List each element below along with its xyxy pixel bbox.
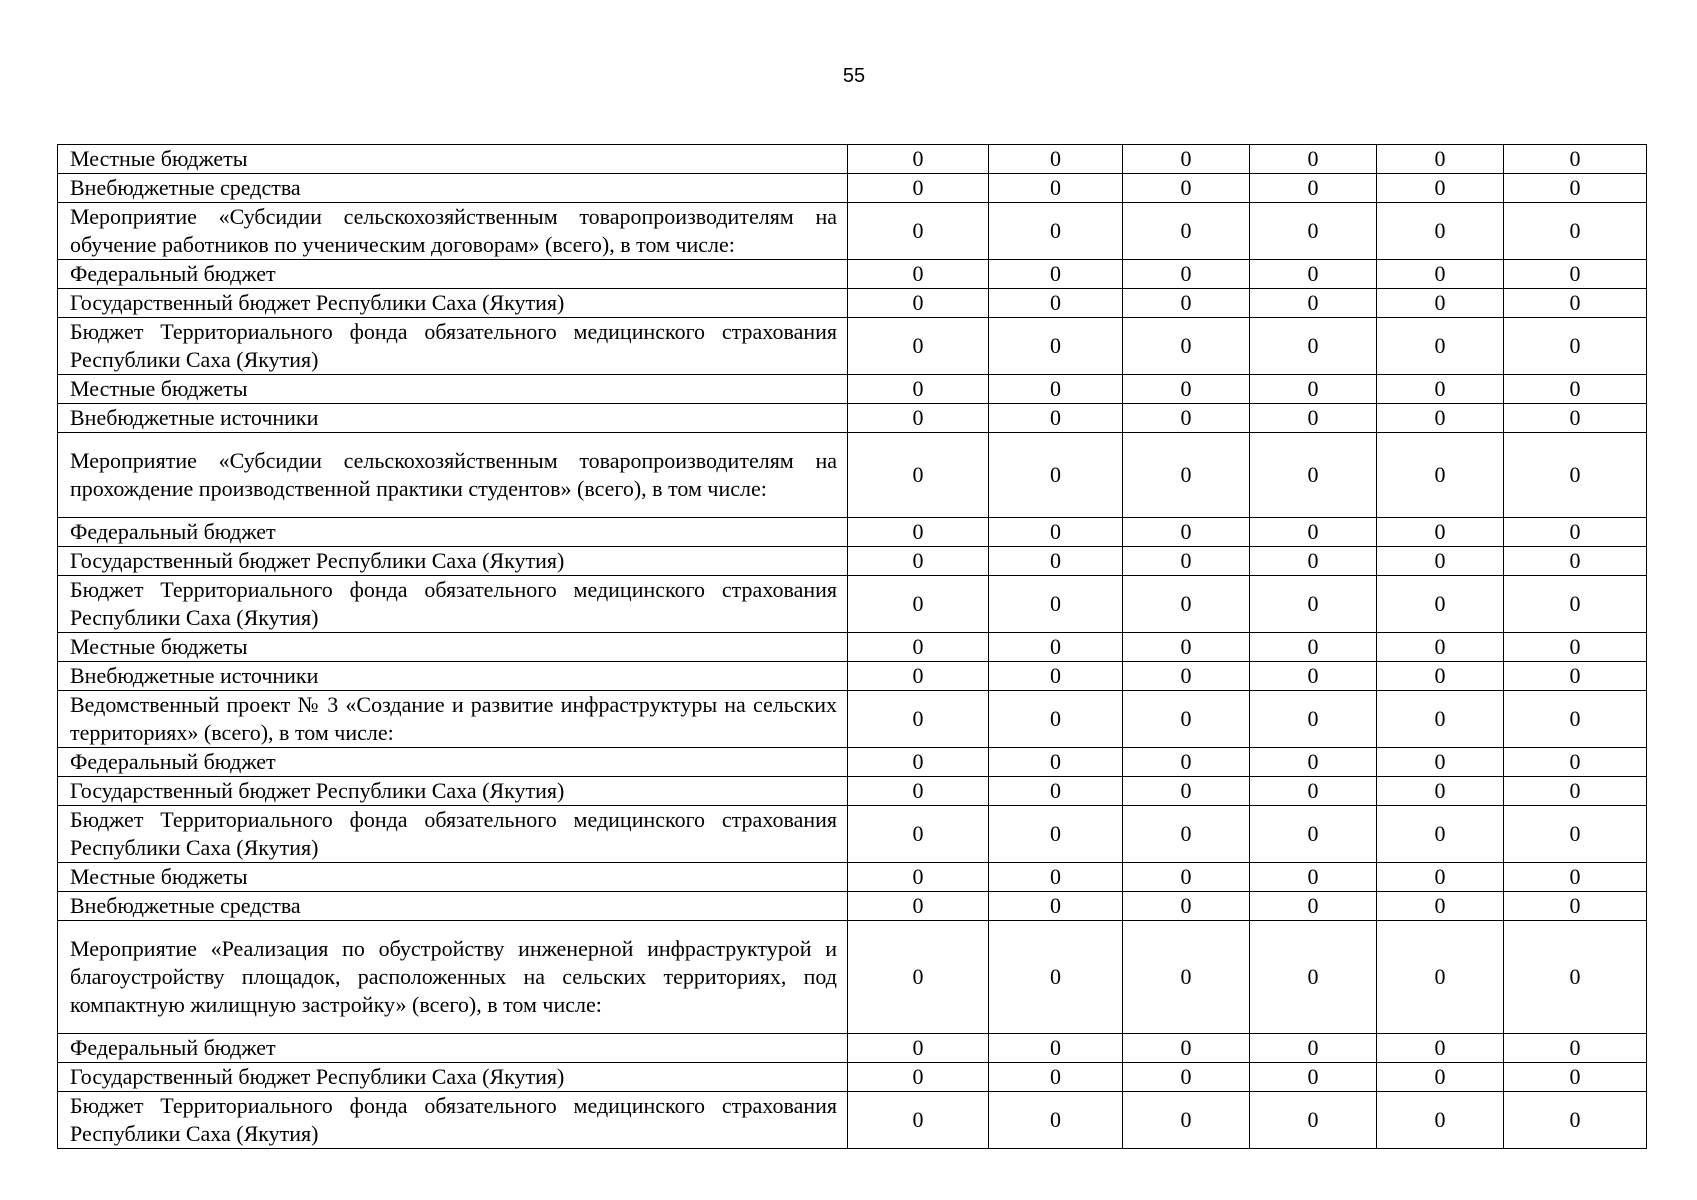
- row-value-5: 0: [1377, 576, 1504, 633]
- row-value-2: 0: [989, 318, 1123, 375]
- row-value-5: 0: [1377, 633, 1504, 662]
- row-value-1: 0: [848, 318, 989, 375]
- row-value-2: 0: [989, 806, 1123, 863]
- row-value-6: 0: [1504, 576, 1647, 633]
- row-value-5: 0: [1377, 662, 1504, 691]
- row-value-3: 0: [1123, 404, 1250, 433]
- row-value-4: 0: [1250, 662, 1377, 691]
- row-value-3: 0: [1123, 633, 1250, 662]
- row-value-1: 0: [848, 518, 989, 547]
- row-value-4: 0: [1250, 806, 1377, 863]
- table-row: [58, 145, 1647, 174]
- row-value-6: 0: [1504, 203, 1647, 260]
- row-value-6: 0: [1504, 547, 1647, 576]
- table-row: [58, 691, 1647, 748]
- row-value-1: 0: [848, 433, 989, 518]
- row-value-6: 0: [1504, 174, 1647, 203]
- row-value-5: 0: [1377, 748, 1504, 777]
- row-value-4: 0: [1250, 633, 1377, 662]
- table-row: [58, 748, 1647, 777]
- row-label: Бюджет Территориального фонда обязательного медицинского страхования Республики Саха (Якутия): [58, 576, 848, 633]
- row-value-2: 0: [989, 863, 1123, 892]
- row-value-6: 0: [1504, 375, 1647, 404]
- row-label: Ведомственный проект № 3 «Создание и развитие инфраструктуры на сельских территориях» (всего), в том числе:: [58, 691, 848, 748]
- budget-table: [57, 144, 1647, 1149]
- row-value-1: 0: [848, 691, 989, 748]
- row-value-1: 0: [848, 375, 989, 404]
- row-value-6: 0: [1504, 892, 1647, 921]
- row-value-3: 0: [1123, 547, 1250, 576]
- row-value-4: 0: [1250, 404, 1377, 433]
- row-label: Местные бюджеты: [58, 863, 848, 892]
- row-value-4: 0: [1250, 145, 1377, 174]
- row-value-2: 0: [989, 921, 1123, 1034]
- table-row: [58, 1063, 1647, 1092]
- table-row: [58, 260, 1647, 289]
- row-value-5: 0: [1377, 806, 1504, 863]
- row-value-6: 0: [1504, 863, 1647, 892]
- row-value-3: 0: [1123, 289, 1250, 318]
- row-value-4: 0: [1250, 375, 1377, 404]
- row-label: Государственный бюджет Республики Саха (Якутия): [58, 777, 848, 806]
- row-value-1: 0: [848, 260, 989, 289]
- row-value-1: 0: [848, 289, 989, 318]
- row-value-3: 0: [1123, 892, 1250, 921]
- row-value-1: 0: [848, 1034, 989, 1063]
- row-value-2: 0: [989, 203, 1123, 260]
- row-value-5: 0: [1377, 203, 1504, 260]
- row-value-6: 0: [1504, 289, 1647, 318]
- row-value-2: 0: [989, 145, 1123, 174]
- row-value-3: 0: [1123, 203, 1250, 260]
- row-value-1: 0: [848, 777, 989, 806]
- row-value-1: 0: [848, 145, 989, 174]
- row-label: Федеральный бюджет: [58, 748, 848, 777]
- row-value-3: 0: [1123, 1092, 1250, 1149]
- row-value-3: 0: [1123, 1063, 1250, 1092]
- table-row: [58, 576, 1647, 633]
- row-value-6: 0: [1504, 1034, 1647, 1063]
- row-label: Государственный бюджет Республики Саха (Якутия): [58, 289, 848, 318]
- row-value-1: 0: [848, 806, 989, 863]
- row-value-6: 0: [1504, 145, 1647, 174]
- row-value-5: 0: [1377, 863, 1504, 892]
- row-label: Мероприятие «Реализация по обустройству инженерной инфраструктурой и благоустройству площадок, расположенных на сельских территориях, под компактную жилищную застройку» (всего), в том числе:: [58, 921, 848, 1034]
- row-value-6: 0: [1504, 748, 1647, 777]
- table-row: [58, 777, 1647, 806]
- row-value-3: 0: [1123, 260, 1250, 289]
- row-value-3: 0: [1123, 921, 1250, 1034]
- table-row: [58, 404, 1647, 433]
- row-value-3: 0: [1123, 863, 1250, 892]
- row-label: Государственный бюджет Республики Саха (Якутия): [58, 547, 848, 576]
- row-value-3: 0: [1123, 518, 1250, 547]
- row-label: Мероприятие «Субсидии сельскохозяйственным товаропроизводителям на прохождение производственной практики студентов» (всего), в том числе:: [58, 433, 848, 518]
- row-value-2: 0: [989, 289, 1123, 318]
- budget-table-body: [58, 145, 1647, 1149]
- row-value-3: 0: [1123, 174, 1250, 203]
- row-value-5: 0: [1377, 892, 1504, 921]
- row-value-5: 0: [1377, 777, 1504, 806]
- row-value-6: 0: [1504, 433, 1647, 518]
- row-value-5: 0: [1377, 1092, 1504, 1149]
- row-value-2: 0: [989, 691, 1123, 748]
- table-row: [58, 921, 1647, 1034]
- row-value-1: 0: [848, 1092, 989, 1149]
- row-value-6: 0: [1504, 633, 1647, 662]
- row-label: Местные бюджеты: [58, 633, 848, 662]
- row-value-3: 0: [1123, 576, 1250, 633]
- table-row: [58, 518, 1647, 547]
- row-value-6: 0: [1504, 1092, 1647, 1149]
- row-value-1: 0: [848, 1063, 989, 1092]
- row-value-2: 0: [989, 1034, 1123, 1063]
- row-value-1: 0: [848, 662, 989, 691]
- row-value-4: 0: [1250, 921, 1377, 1034]
- row-value-4: 0: [1250, 748, 1377, 777]
- row-value-5: 0: [1377, 318, 1504, 375]
- row-value-6: 0: [1504, 404, 1647, 433]
- row-label: Бюджет Территориального фонда обязательного медицинского страхования Республики Саха (Якутия): [58, 318, 848, 375]
- row-value-4: 0: [1250, 892, 1377, 921]
- row-value-3: 0: [1123, 806, 1250, 863]
- row-value-1: 0: [848, 547, 989, 576]
- row-value-3: 0: [1123, 433, 1250, 518]
- row-value-5: 0: [1377, 921, 1504, 1034]
- table-row: [58, 633, 1647, 662]
- row-value-1: 0: [848, 921, 989, 1034]
- row-value-4: 0: [1250, 318, 1377, 375]
- row-value-4: 0: [1250, 433, 1377, 518]
- table-row: [58, 1092, 1647, 1149]
- table-row: [58, 433, 1647, 518]
- row-value-2: 0: [989, 375, 1123, 404]
- row-label: Государственный бюджет Республики Саха (Якутия): [58, 1063, 848, 1092]
- row-value-6: 0: [1504, 691, 1647, 748]
- row-value-5: 0: [1377, 289, 1504, 318]
- table-row: [58, 203, 1647, 260]
- row-label: Бюджет Территориального фонда обязательного медицинского страхования Республики Саха (Якутия): [58, 1092, 848, 1149]
- row-value-2: 0: [989, 633, 1123, 662]
- row-value-4: 0: [1250, 1092, 1377, 1149]
- row-label: Местные бюджеты: [58, 145, 848, 174]
- row-value-1: 0: [848, 576, 989, 633]
- row-value-6: 0: [1504, 1063, 1647, 1092]
- row-value-5: 0: [1377, 433, 1504, 518]
- row-value-4: 0: [1250, 260, 1377, 289]
- row-value-1: 0: [848, 203, 989, 260]
- row-value-3: 0: [1123, 691, 1250, 748]
- row-value-3: 0: [1123, 318, 1250, 375]
- row-value-5: 0: [1377, 260, 1504, 289]
- table-row: [58, 806, 1647, 863]
- row-label: Федеральный бюджет: [58, 518, 848, 547]
- row-label: Внебюджетные источники: [58, 662, 848, 691]
- row-label: Бюджет Территориального фонда обязательного медицинского страхования Республики Саха (Якутия): [58, 806, 848, 863]
- row-value-6: 0: [1504, 806, 1647, 863]
- row-value-3: 0: [1123, 145, 1250, 174]
- table-row: [58, 547, 1647, 576]
- row-value-3: 0: [1123, 748, 1250, 777]
- row-label: Внебюджетные средства: [58, 174, 848, 203]
- table-row: [58, 662, 1647, 691]
- row-value-5: 0: [1377, 404, 1504, 433]
- row-value-4: 0: [1250, 863, 1377, 892]
- row-value-5: 0: [1377, 375, 1504, 404]
- row-label: Внебюджетные средства: [58, 892, 848, 921]
- row-value-4: 0: [1250, 203, 1377, 260]
- row-value-3: 0: [1123, 375, 1250, 404]
- row-value-6: 0: [1504, 318, 1647, 375]
- row-value-3: 0: [1123, 1034, 1250, 1063]
- row-value-5: 0: [1377, 547, 1504, 576]
- row-value-2: 0: [989, 1063, 1123, 1092]
- row-value-2: 0: [989, 433, 1123, 518]
- row-value-1: 0: [848, 633, 989, 662]
- row-value-2: 0: [989, 892, 1123, 921]
- row-value-5: 0: [1377, 174, 1504, 203]
- row-value-3: 0: [1123, 662, 1250, 691]
- row-value-1: 0: [848, 892, 989, 921]
- table-row: [58, 318, 1647, 375]
- row-value-2: 0: [989, 662, 1123, 691]
- row-value-2: 0: [989, 777, 1123, 806]
- row-value-4: 0: [1250, 289, 1377, 318]
- row-value-2: 0: [989, 1092, 1123, 1149]
- table-row: [58, 174, 1647, 203]
- row-value-2: 0: [989, 547, 1123, 576]
- table-row: [58, 892, 1647, 921]
- row-value-3: 0: [1123, 777, 1250, 806]
- row-value-6: 0: [1504, 921, 1647, 1034]
- row-value-2: 0: [989, 174, 1123, 203]
- row-value-4: 0: [1250, 576, 1377, 633]
- row-value-4: 0: [1250, 174, 1377, 203]
- row-value-2: 0: [989, 260, 1123, 289]
- row-value-1: 0: [848, 174, 989, 203]
- row-value-4: 0: [1250, 691, 1377, 748]
- row-label: Мероприятие «Субсидии сельскохозяйственным товаропроизводителям на обучение работников по ученическим договорам» (всего), в том числе:: [58, 203, 848, 260]
- table-row: [58, 863, 1647, 892]
- page-number: 55: [842, 65, 866, 87]
- row-value-5: 0: [1377, 145, 1504, 174]
- row-value-5: 0: [1377, 518, 1504, 547]
- table-row: [58, 375, 1647, 404]
- row-value-6: 0: [1504, 662, 1647, 691]
- row-value-4: 0: [1250, 518, 1377, 547]
- row-value-4: 0: [1250, 777, 1377, 806]
- row-value-5: 0: [1377, 1034, 1504, 1063]
- row-label: Местные бюджеты: [58, 375, 848, 404]
- row-value-6: 0: [1504, 777, 1647, 806]
- row-value-6: 0: [1504, 260, 1647, 289]
- row-value-1: 0: [848, 863, 989, 892]
- row-value-2: 0: [989, 518, 1123, 547]
- row-value-5: 0: [1377, 1063, 1504, 1092]
- row-value-2: 0: [989, 576, 1123, 633]
- row-value-4: 0: [1250, 1063, 1377, 1092]
- row-value-6: 0: [1504, 518, 1647, 547]
- table-row: [58, 289, 1647, 318]
- row-value-1: 0: [848, 748, 989, 777]
- row-label: Федеральный бюджет: [58, 260, 848, 289]
- row-value-4: 0: [1250, 1034, 1377, 1063]
- row-value-2: 0: [989, 404, 1123, 433]
- table-row: [58, 1034, 1647, 1063]
- row-label: Федеральный бюджет: [58, 1034, 848, 1063]
- row-value-1: 0: [848, 404, 989, 433]
- row-value-2: 0: [989, 748, 1123, 777]
- row-value-4: 0: [1250, 547, 1377, 576]
- row-value-5: 0: [1377, 691, 1504, 748]
- row-label: Внебюджетные источники: [58, 404, 848, 433]
